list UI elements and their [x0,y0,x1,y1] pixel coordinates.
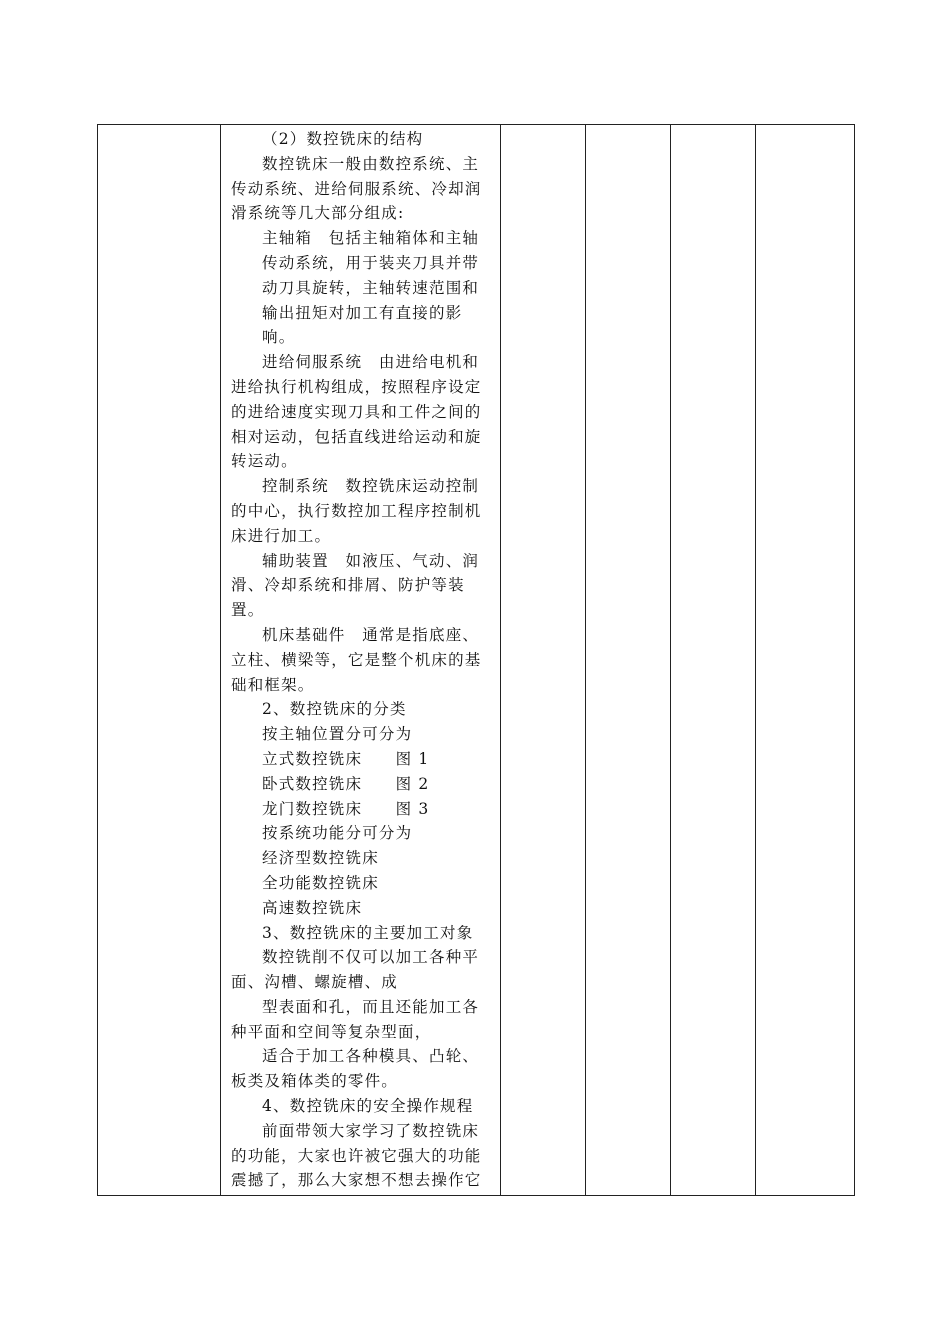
control-system-paragraph: 控制系统 数控铣床运动控制的中心，执行数控加工程序控制机床进行加工。 [231,477,482,545]
horizontal-mill-line: 卧式数控铣床 图 2 [262,774,430,793]
safety-title: 4、数控铣床的安全操作规程 [262,1097,474,1116]
by-function-line: 按系统功能分可分为 [262,824,413,843]
vertical-mill-line: 立式数控铣床 图 1 [262,749,430,768]
empty-cell-col4 [586,125,671,1196]
structure-intro-paragraph: 数控铣床一般由数控系统、主传动系统、进给伺服系统、冷却润滑系统等几大部分组成: [231,154,482,223]
table-row [98,125,855,1196]
auxiliary-paragraph: 辅助装置 如液压、气动、润滑、冷却系统和排屑、防护等装置。 [231,551,480,620]
by-spindle-line: 按主轴位置分可分为 [262,725,413,744]
structure-title: （2）数控铣床的结构 [262,130,424,148]
empty-cell-col3 [501,125,586,1196]
objects-paragraph-3: 适合于加工各种模具、凸轮、板类及箱体类的零件。 [231,1047,480,1091]
base-parts-paragraph: 机床基础件 通常是指底座、立柱、横梁等，它是整个机床的基础和框架。 [231,625,482,694]
lesson-content [221,125,500,1195]
full-function-mill-line: 全功能数控铣床 [262,873,379,892]
gantry-mill-line: 龙门数控铣床 图 3 [262,799,430,818]
objects-paragraph-1: 数控铣削不仅可以加工各种平面、沟槽、螺旋槽、成 [231,948,480,992]
objects-paragraph-2: 型表面和孔，而且还能加工各种平面和空间等复杂型面， [231,997,480,1041]
economy-mill-line: 经济型数控铣床 [262,849,379,868]
empty-cell-col1 [98,125,221,1196]
feed-servo-paragraph: 进给伺服系统 由进给电机和进给执行机构组成，按照程序设定的进给速度实现刀具和工件之间的相对运动，包括直线进给运动和旋转运动。 [231,353,482,471]
empty-cell-col5 [671,125,756,1196]
objects-title: 3、数控铣床的主要加工对象 [262,923,474,942]
lesson-plan-table [97,124,855,1196]
content-cell [221,125,501,1196]
safety-paragraph: 前面带领大家学习了数控铣床的功能，大家也许被它强大的功能震撼了，那么大家想不想去操作它 [231,1121,482,1190]
empty-cell-col6 [756,125,855,1196]
spindle-box-paragraph: 主轴箱 包括主轴箱体和主轴传动系统，用于装夹刀具并带动刀具旋转，主轴转速范围和输出扭矩对加工有直接的影响。 [262,229,480,347]
classification-title: 2、数控铣床的分类 [262,700,407,719]
high-speed-mill-line: 高速数控铣床 [262,898,363,917]
